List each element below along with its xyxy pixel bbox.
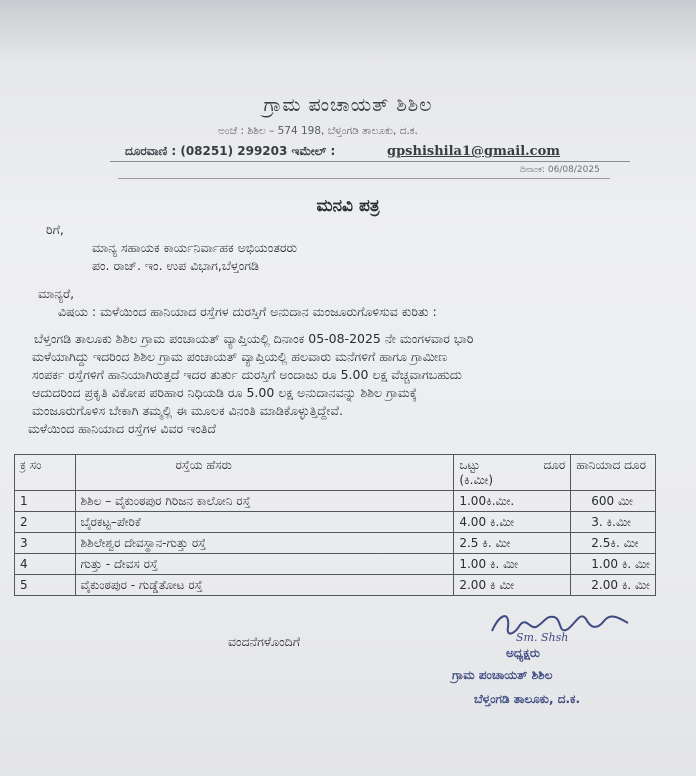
- cell-serial: 5: [15, 575, 76, 596]
- cell-total: 1.00 ಕಿ. ಮೀ: [454, 554, 571, 575]
- signature-title: ಅಧ್ಯಕ್ಷರು: [506, 646, 540, 660]
- cell-road-name: ಬೈರಕಟ್ಟ–ಪೇರಿಕೆ: [75, 512, 454, 533]
- letterhead-title: ಗ್ರಾಮ ಪಂಚಾಯತ್ ಶಿಶಿಲ: [263, 94, 433, 116]
- header-serial: ಕ್ರ ಸಂ: [15, 455, 76, 491]
- recipient-line2: ಪಂ. ರಾಜ್. ಇಂ. ಉಪ ವಿಭಾಗ,ಬೆಳ್ತಂಗಡಿ: [92, 258, 259, 273]
- date-divider: [118, 178, 610, 179]
- signature-org: ಗ್ರಾಮ ಪಂಚಾಯತ್ ಶಿಶಿಲ: [452, 668, 553, 682]
- body-line-3: ಸಂಪರ್ಕ ರಸ್ತೆಗಳಿಗೆ ಹಾನಿಯಾಗಿರುತ್ತದೆ ಇದರ ತುರ್ತು ದುರಸ್ತಿಗೆ ಅಂದಾಜು ರೂ 5.00 ಲಕ್ಷ ವೆಚ್ಚವಾಗಬಹುದು: [32, 367, 462, 382]
- body-line-2: ಮಳೆಯಾಗಿದ್ದು ಇದರಿಂದ ಶಿಶಿಲ ಗ್ರಾಮ ಪಂಚಾಯತ್ ವ್ಯಾಪ್ತಿಯಲ್ಲಿ ಹಲವಾರು ಮನೆಗಳಿಗೆ ಹಾಗೂ ಗ್ರಾಮೀಣ: [32, 349, 448, 364]
- letterhead-email: gpshishila1@gmail.com: [387, 144, 561, 159]
- body-line-4: ಆದುದರಿಂದ ಪ್ರಕೃತಿ ವಿಕೋಪ ಪರಿಹಾರ ನಿಧಿಯಡಿ ರೂ 5.00 ಲಕ್ಷ ಅನುದಾನವನ್ನು ಶಿಶಿಲ ಗ್ರಾಮಕ್ಕೆ: [32, 385, 418, 400]
- table-row: [15, 575, 656, 596]
- cell-damaged: 2.00 ಕಿ. ಮೀ: [571, 575, 656, 596]
- salutation: ಮಾನ್ಯರೆ,: [38, 286, 75, 301]
- cell-total: 1.00ಕಿ.ಮೀ.: [454, 491, 571, 512]
- cell-serial: 1: [15, 491, 76, 512]
- body-line-1: ಬೆಳ್ತಂಗಡಿ ತಾಲೂಕು ಶಿಶಿಲ ಗ್ರಾಮ ಪಂಚಾಯತ್ ವ್ಯಾಪ್ತಿಯಲ್ಲಿ ದಿನಾಂಕ 05-08-2025 ನೇ ಮಂಗಳವಾರ ಭಾರಿ: [34, 331, 474, 346]
- cell-road-name: ಶಿಶಿಲೇಶ್ವರ ದೇವಸ್ಥಾನ-ಗುತ್ತು ರಸ್ತೆ: [75, 533, 454, 554]
- body-line-6: ಮಳೆಯಿಂದ ಹಾನಿಯಾದ ರಸ್ತೆಗಳ ವಿವರ ಇಂತಿದೆ: [28, 421, 216, 436]
- body-line-5: ಮಂಜೂರುಗೊಳಿಸ ಬೇಕಾಗಿ ತಮ್ಮಲ್ಲಿ ಈ ಮೂಲಕ ವಿನಂತಿ ಮಾಡಿಕೊಳ್ಳುತ್ತಿದ್ದೇವೆ.: [32, 403, 344, 418]
- cell-serial: 3: [15, 533, 76, 554]
- header-total-distance: ಒಟ್ಟು ದೂರ (ಕಿ.ಮೀ): [454, 455, 571, 491]
- damaged-roads-table: [14, 454, 656, 596]
- signature-taluk: ಬೆಳ್ತಂಗಡಿ ತಾಲೂಕು, ದ.ಕ.: [474, 692, 581, 706]
- cell-total: 4.00 ಕಿ.ಮೀ: [454, 512, 571, 533]
- letterhead-address: ಅಂಚೆ : ಶಿಶಿಲ – 574 198, ಬೆಳ್ತಂಗಡಿ ತಾಲೂಕು, ದ.ಕ.: [218, 125, 418, 137]
- signature-scrawl: [486, 605, 636, 645]
- table-row: [15, 554, 656, 575]
- letterhead-divider: [110, 161, 630, 162]
- cell-damaged: 2.5ಕಿ. ಮೀ: [571, 533, 656, 554]
- signature-scrawl-text: Sm. Shsh: [516, 631, 569, 644]
- cell-serial: 2: [15, 512, 76, 533]
- table-header-row: [15, 455, 656, 491]
- letter-heading: ಮನವಿ ಪತ್ರ: [316, 196, 380, 216]
- closing-text: ವಂದನೆಗಳೊಂದಿಗೆ: [228, 634, 300, 649]
- cell-serial: 4: [15, 554, 76, 575]
- letterhead-phone: ದೂರವಾಣಿ : (08251) 299203 ಇಮೇಲ್ :: [125, 144, 336, 158]
- cell-total: 2.5 ಕಿ. ಮೀ: [454, 533, 571, 554]
- letter-date: ದಿನಾಂಕ: 06/08/2025: [520, 165, 600, 175]
- recipient-to: ರಿಗೆ,: [46, 222, 64, 237]
- cell-road-name: ವೈಕುಂಠಪುರ - ಗುಡ್ಡೆತೋಟ ರಸ್ತೆ: [75, 575, 454, 596]
- cell-damaged: 1.00 ಕಿ. ಮೀ: [571, 554, 656, 575]
- cell-road-name: ಗುತ್ತು - ದೇವಸ ರಸ್ತೆ: [75, 554, 454, 575]
- recipient-line1: ಮಾನ್ಯ ಸಹಾಯಕ ಕಾರ್ಯನಿರ್ವಾಹಕ ಅಭಿಯಂತರರು: [92, 240, 298, 255]
- header-road-name: ರಸ್ತೆಯ ಹೆಸರು: [75, 455, 454, 491]
- cell-damaged: 3. ಕಿ.ಮೀ: [571, 512, 656, 533]
- subject-line: ವಿಷಯ : ಮಳೆಯಿಂದ ಹಾನಿಯಾದ ರಸ್ತೆಗಳ ದುರಸ್ತಿಗೆ ಅನುದಾನ ಮಂಜೂರುಗೊಳಿಸುವ ಕುರಿತು :: [58, 304, 437, 319]
- cell-total: 2.00 ಕಿ ಮೀ: [454, 575, 571, 596]
- table-row: [15, 512, 656, 533]
- table-row: [15, 533, 656, 554]
- table-row: [15, 491, 656, 512]
- cell-damaged: 600 ಮೀ: [571, 491, 656, 512]
- header-damaged-distance: ಹಾನಿಯಾದ ದೂರ: [571, 455, 656, 491]
- cell-road-name: ಶಿಶಿಲ – ವೈಕುಂಠಪುರ ಗಿರಿಜನ ಕಾಲೋನಿ ರಸ್ತೆ: [75, 491, 454, 512]
